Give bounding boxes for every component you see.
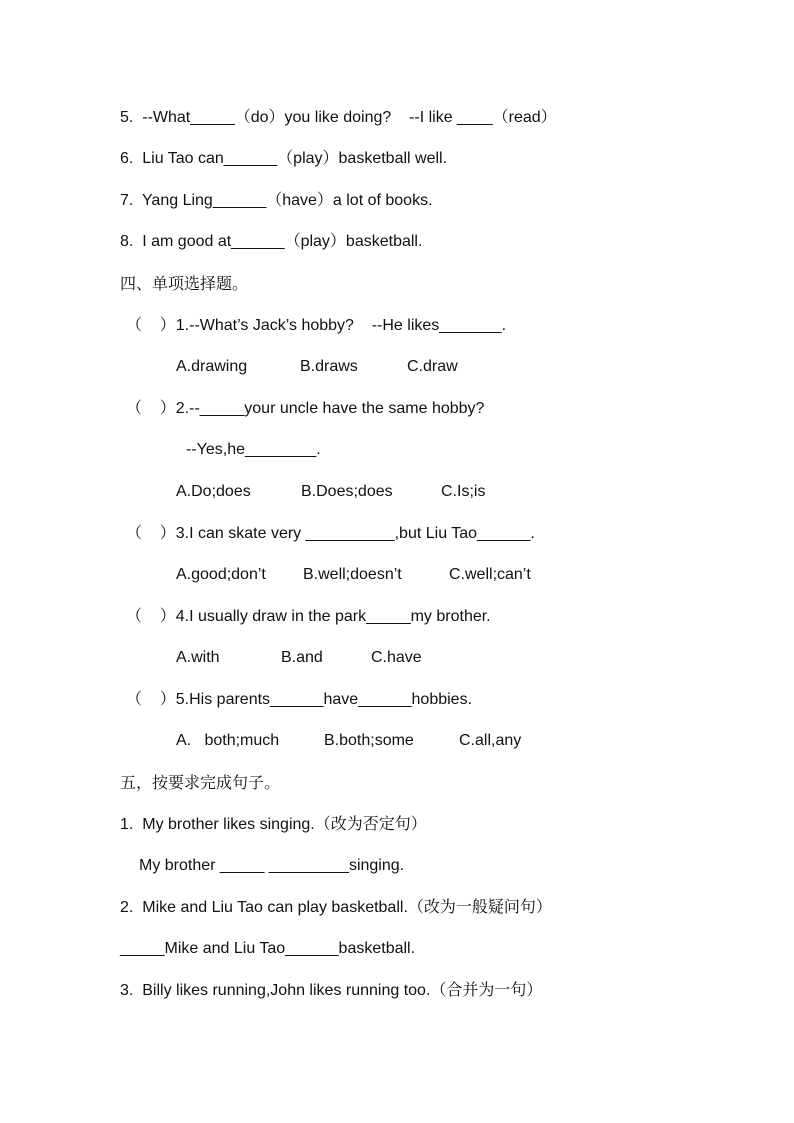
question-1-stem: （ ）1.--What’s Jack’s hobby? --He likes_______.: [126, 317, 507, 334]
fill-in-item-5: 5. --What_____（do）you like doing? --I like ____（read）: [120, 109, 557, 126]
question-2-option-c: C.Is;is: [441, 483, 486, 500]
question-1-option-c: C.draw: [407, 358, 458, 375]
question-1-option-a: A.drawing: [176, 358, 248, 375]
question-2-stem: （ ）2.--_____your uncle have the same hobby?: [126, 400, 485, 417]
rewrite-item-2-prompt: 2. Mike and Liu Tao can play basketball.（改为一般疑问句）: [120, 899, 552, 916]
question-5-option-a: A. both;much: [176, 732, 280, 749]
question-5-option-c: C.all,any: [459, 732, 522, 749]
question-4-option-c: C.have: [371, 649, 422, 666]
question-4-stem: （ ）4.I usually draw in the park_____my brother.: [126, 608, 491, 625]
question-5-option-b: B.both;some: [324, 732, 414, 749]
question-1-option-b: B.draws: [300, 358, 358, 375]
fill-in-item-7: 7. Yang Ling______（have）a lot of books.: [120, 192, 433, 209]
question-3-option-c: C.well;can’t: [449, 566, 531, 583]
question-4-option-a: A.with: [176, 649, 220, 666]
section-4-heading: 四、单项选择题。: [120, 274, 249, 293]
rewrite-item-3-prompt: 3. Billy likes running,John likes running too.（合并为一句）: [120, 982, 543, 999]
question-3-option-b: B.well;doesn’t: [303, 566, 402, 583]
question-2-option-a: A.Do;does: [176, 483, 251, 500]
question-5-stem: （ ）5.His parents______have______hobbies.: [126, 691, 473, 708]
fill-in-item-8: 8. I am good at______（play）basketball.: [120, 233, 423, 250]
question-3-option-a: A.good;don’t: [176, 566, 266, 583]
rewrite-item-1-prompt: 1. My brother likes singing.（改为否定句）: [120, 816, 427, 833]
section-5-heading: 五，按要求完成句子。: [120, 773, 281, 792]
rewrite-item-2-answer: _____Mike and Liu Tao______basketball.: [120, 940, 416, 957]
rewrite-item-1-answer: My brother _____ _________singing.: [139, 857, 405, 874]
question-3-stem: （ ）3.I can skate very __________,but Liu Tao______.: [126, 525, 535, 542]
question-2-extra: --Yes,he________.: [186, 441, 321, 458]
question-4-option-b: B.and: [281, 649, 323, 666]
fill-in-item-6: 6. Liu Tao can______（play）basketball well.: [120, 150, 448, 167]
question-2-option-b: B.Does;does: [301, 483, 393, 500]
